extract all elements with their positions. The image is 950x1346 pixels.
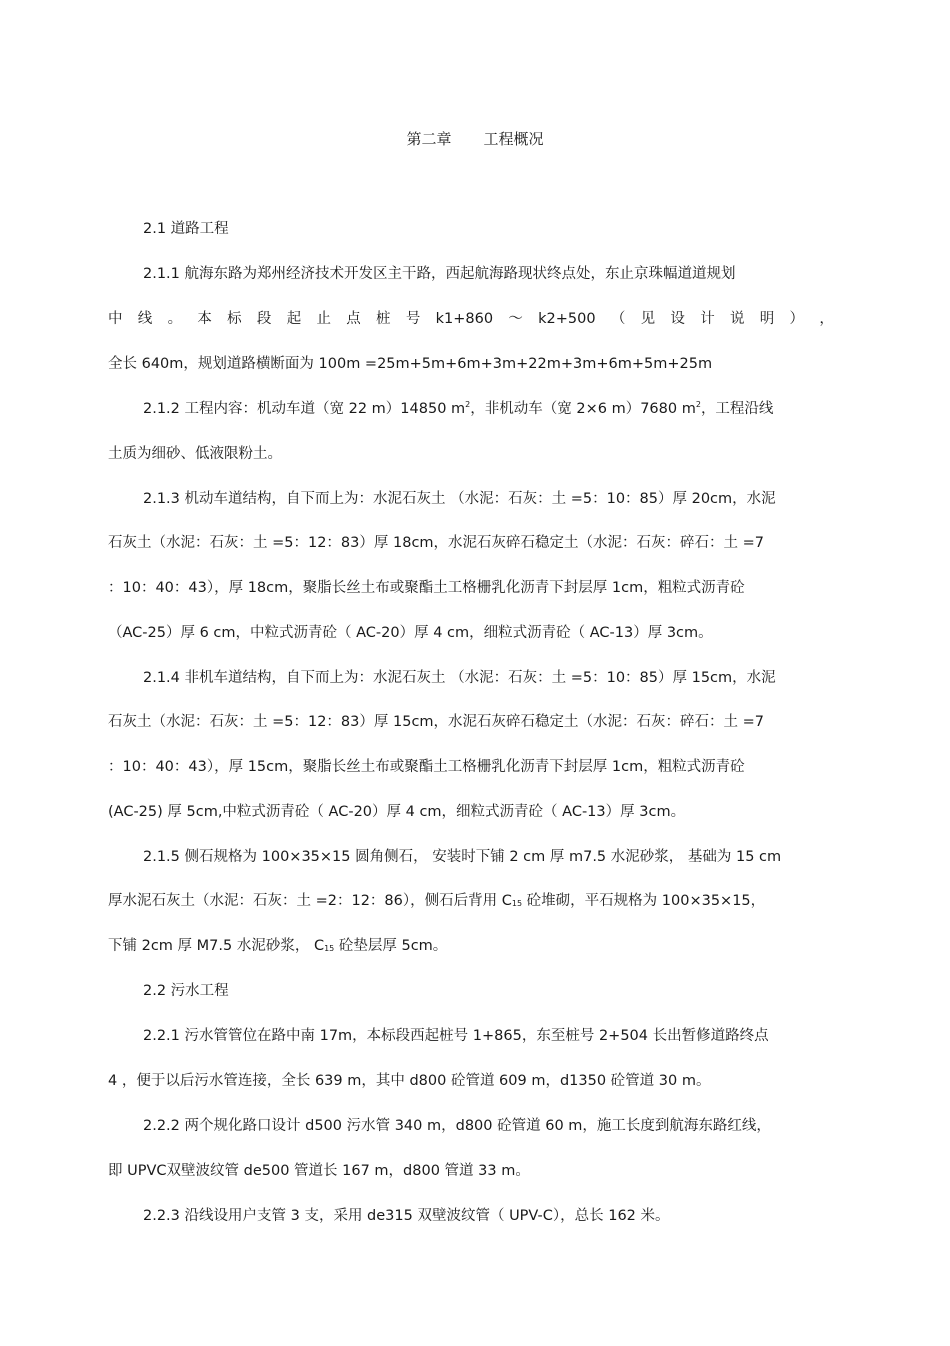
- spread-char: 中: [108, 311, 123, 327]
- spread-char: ）: [789, 311, 805, 327]
- chapter-title: [0, 128, 950, 149]
- spread-char: 标: [227, 311, 242, 327]
- spread-char: 起: [286, 311, 302, 327]
- text-fragment: ，非机动车（宽 2×6 m）7680 m: [470, 401, 696, 417]
- text-fragment: 2.1.2 工程内容：机动车道（宽 22 m）14850 m: [143, 401, 466, 417]
- spread-char: 见: [640, 311, 656, 327]
- text-fragment: 厚水泥石灰土（水泥：石灰：土 =2：12：86），侧石后背用 C: [108, 893, 512, 909]
- paragraph-2-1-2-line2: 土质为细砂、低液限粉土。: [108, 446, 282, 462]
- text-fragment: 砼垫层厚 5cm。: [334, 938, 448, 954]
- spread-char: 号: [405, 311, 421, 327]
- spread-char: ，: [819, 311, 834, 327]
- spread-char: 。: [167, 311, 183, 327]
- paragraph-2-1-3-line1: 2.1.3 机动车道结构，自下而上为：水泥石灰土 （水泥：石灰：土 =5：10：85）厚 20cm，水泥: [143, 491, 776, 507]
- paragraph-2-2-1-line1: 2.2.1 污水管管位在路中南 17m，本标段西起桩号 1+865，东至桩号 2+504 长出暂修道路终点: [143, 1028, 769, 1044]
- paragraph-2-2-2-line2: 即 UPVC双壁波纹管 de500 管道长 167 m，d800 管道 33 m。: [108, 1163, 530, 1179]
- spread-char: 段: [256, 311, 272, 327]
- paragraph-2-1-1-line3: 全长 640m，规划道路横断面为 100m =25m+5m+6m+3m+22m+3m+6m+5m+25m: [108, 356, 713, 372]
- spread-char: 止: [316, 311, 331, 327]
- chapter-number: 第二章: [406, 130, 452, 148]
- spread-char: 点: [346, 311, 361, 327]
- paragraph-2-1-3-line2: 石灰土（水泥：石灰：土 =5：12：83）厚 18cm，水泥石灰碎石稳定土（水泥：石灰：碎石：土 =7: [108, 535, 765, 551]
- spread-char: 说: [729, 311, 745, 327]
- subscript: 15: [324, 944, 335, 953]
- spread-char: k2+500: [538, 311, 596, 327]
- paragraph-2-1-4-line2: 石灰土（水泥：石灰：土 =5：12：83）厚 15cm，水泥石灰碎石稳定土（水泥：石灰：碎石：土 =7: [108, 714, 765, 730]
- superscript: 2: [465, 400, 471, 409]
- paragraph-2-1-5-line3: [108, 936, 447, 956]
- chapter-name: 工程概况: [483, 130, 544, 148]
- paragraph-2-1-4-line3: ：10：40：43），厚 15cm，聚脂长丝土布或聚酯土工格栅乳化沥青下封层厚 1cm，粗粒式沥青砼: [108, 759, 745, 775]
- text-fragment: 砼堆砌，平石规格为 100×35×15，: [522, 893, 766, 909]
- spread-char: 桩: [376, 311, 391, 327]
- paragraph-2-2-1-line2: 4 ，便于以后污水管连接，全长 639 m，其中 d800 砼管道 609 m，d1350 砼管道 30 m。: [108, 1073, 711, 1089]
- section-heading-2-2: 2.2 污水工程: [143, 983, 229, 999]
- paragraph-2-1-3-line4: （AC-25）厚 6 cm，中粒式沥青砼（ AC-20）厚 4 cm，细粒式沥青砼（ AC-13）厚 3cm。: [108, 625, 713, 641]
- paragraph-2-2-3-line1: 2.2.3 沿线设用户支管 3 支，采用 de315 双壁波纹管（ UPV-C），总长 162 米。: [143, 1208, 670, 1224]
- paragraph-2-1-5-line1: 2.1.5 侧石规格为 100×35×15 圆角侧石， 安装时下铺 2 cm 厚 m7.5 水泥砂浆， 基础为 15 cm: [143, 849, 782, 865]
- paragraph-2-1-2-line1: [143, 399, 773, 419]
- spread-char: 明: [759, 311, 775, 327]
- section-heading-2-1: 2.1 道路工程: [143, 221, 229, 237]
- paragraph-2-1-1-line2: [108, 309, 834, 329]
- spread-char: 设: [670, 311, 685, 327]
- paragraph-2-1-5-line2: [108, 891, 765, 911]
- subscript: 15: [511, 899, 523, 908]
- superscript: 2: [695, 400, 701, 409]
- spread-char: （: [610, 311, 626, 327]
- spread-char: 本: [197, 311, 212, 327]
- spread-char: 线: [137, 311, 153, 327]
- paragraph-2-1-4-line1: 2.1.4 非机车道结构，自下而上为：水泥石灰土 （水泥：石灰：土 =5：10：85）厚 15cm，水泥: [143, 670, 776, 686]
- paragraph-2-1-3-line3: ：10：40：43），厚 18cm，聚脂长丝土布或聚酯土工格栅乳化沥青下封层厚 1cm，粗粒式沥青砼: [108, 580, 745, 596]
- text-fragment: ，工程沿线: [700, 401, 774, 417]
- paragraph-2-1-1-line1: 2.1.1 航海东路为郑州经济技术开发区主干路，西起航海路现状终点处，东止京珠幅道道规划: [143, 266, 736, 282]
- spread-char: 计: [700, 311, 715, 327]
- paragraph-2-1-4-line4: (AC-25) 厚 5cm,中粒式沥青砼（ AC-20）厚 4 cm，细粒式沥青砼（ AC-13）厚 3cm。: [108, 804, 686, 820]
- spread-char: ～: [508, 311, 523, 327]
- paragraph-2-2-2-line1: 2.2.2 两个规化路口设计 d500 污水管 340 m，d800 砼管道 60 m，施工长度到航海东路红线，: [143, 1118, 771, 1134]
- spread-char: k1+860: [435, 311, 494, 327]
- text-fragment: 下铺 2cm 厚 M7.5 水泥砂浆， C: [108, 938, 325, 954]
